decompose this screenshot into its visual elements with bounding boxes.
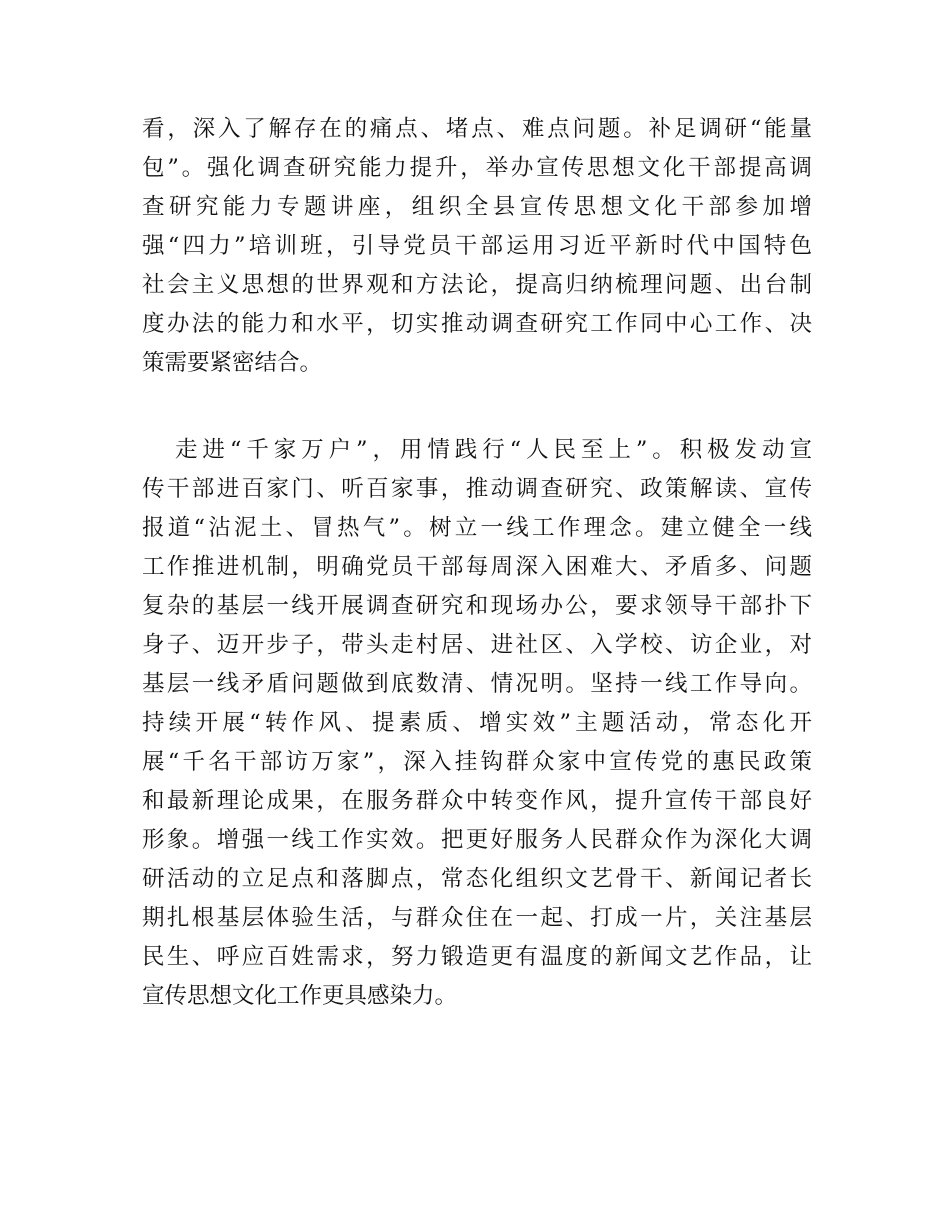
paragraph-line: 强“四力”培训班，引导党员干部运用习近平新时代中国特色 — [142, 233, 812, 259]
paragraph-line: 查研究能力专题讲座，组织全县宣传思想文化干部参加增 — [142, 194, 812, 220]
paragraph-line: 形象。增强一线工作实效。把更好服务人民群众作为深化大调 — [142, 827, 812, 853]
paragraph-2 — [142, 431, 812, 1016]
paragraph-line: 度办法的能力和水平，切实推动调查研究工作同中心工作、决 — [142, 311, 812, 337]
paragraph-line: 社会主义思想的世界观和方法论，提高归纳梳理问题、出台制 — [142, 272, 812, 298]
paragraph-line: 走进“千家万户”，用情践行“人民至上”。积极发动宣 — [175, 437, 812, 463]
paragraph-line: 包”。强化调查研究能力提升，举办宣传思想文化干部提高调 — [142, 155, 812, 181]
paragraph-line: 持续开展“转作风、提素质、增实效”主题活动，常态化开 — [142, 710, 812, 736]
paragraph-line: 策需要紧密结合。 — [142, 350, 323, 376]
paragraph-line: 宣传思想文化工作更具感染力。 — [142, 983, 458, 1009]
paragraph-line: 传干部进百家门、听百家事，推动调查研究、政策解读、宣传 — [142, 476, 812, 502]
paragraph-line: 研活动的立足点和落脚点，常态化组织文艺骨干、新闻记者长 — [142, 866, 812, 892]
paragraph-line: 和最新理论成果，在服务群众中转变作风，提升宣传干部良好 — [142, 788, 812, 814]
paragraph-line: 复杂的基层一线开展调查研究和现场办公，要求领导干部扑下 — [142, 593, 812, 619]
paragraph-1 — [142, 110, 812, 383]
paragraph-line: 民生、呼应百姓需求，努力锻造更有温度的新闻文艺作品，让 — [142, 944, 812, 970]
paragraph-line: 工作推进机制，明确党员干部每周深入困难大、矛盾多、问题 — [142, 554, 812, 580]
paragraph-line: 身子、迈开步子，带头走村居、进社区、入学校、访企业，对 — [142, 632, 812, 658]
paragraph-line: 展“千名干部访万家”，深入挂钩群众家中宣传党的惠民政策 — [142, 749, 812, 775]
paragraph-line: 期扎根基层体验生活，与群众住在一起、打成一片，关注基层 — [142, 905, 812, 931]
paragraph-line: 基层一线矛盾问题做到底数清、情况明。坚持一线工作导向。 — [142, 671, 812, 697]
paragraph-line: 报道“沾泥土、冒热气”。树立一线工作理念。建立健全一线 — [142, 515, 812, 541]
paragraph-line: 看，深入了解存在的痛点、堵点、难点问题。补足调研“能量 — [142, 116, 812, 142]
